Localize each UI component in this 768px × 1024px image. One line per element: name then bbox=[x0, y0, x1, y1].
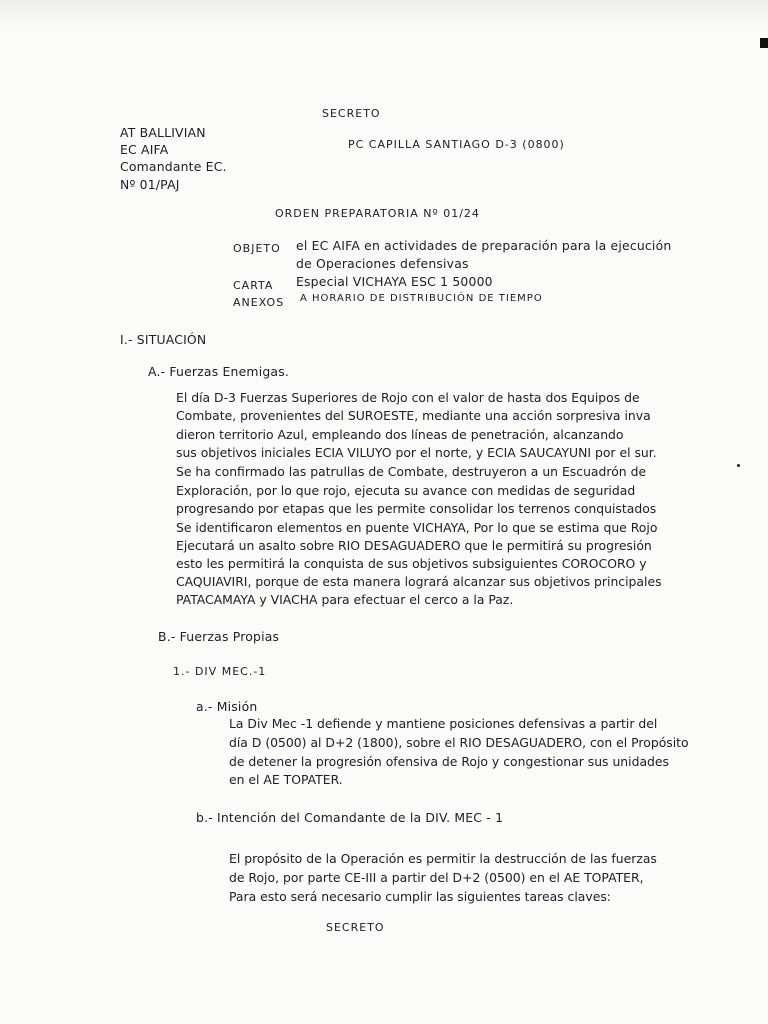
intencion-line: de Rojo, por parte CE-III a partir del D+2 (0500) en el AE TOPATER, bbox=[229, 870, 644, 885]
section-heading-situacion: I.- SITUACIÓN bbox=[120, 332, 207, 347]
objeto-line-1: el EC AIFA en actividades de preparación para la ejecución bbox=[296, 238, 672, 253]
from-line-3: Comandante EC. bbox=[120, 159, 227, 174]
mision-line: La Div Mec -1 defiende y mantiene posiciones defensivas a partir del bbox=[229, 716, 658, 731]
paragraph-line: Exploración, por lo que rojo, ejecuta su avance con medidas de seguridad bbox=[176, 483, 636, 498]
classification-top: SECRETO bbox=[322, 107, 381, 120]
scan-corner-mark bbox=[760, 38, 768, 48]
intencion-label: b.- Intención del Comandante de la DIV. MEC - 1 bbox=[196, 810, 504, 825]
paragraph-line: Se ha confirmado las patrullas de Combate, destruyeron a un Escuadrón de bbox=[176, 464, 647, 479]
intencion-line: Para esto será necesario cumplir las siguientes tareas claves: bbox=[229, 889, 611, 904]
mision-line: día D (0500) al D+2 (1800), sobre el RIO DESAGUADERO, con el Propósito bbox=[229, 735, 689, 750]
paragraph-line: El día D-3 Fuerzas Superiores de Rojo con el valor de hasta dos Equipos de bbox=[176, 390, 640, 405]
paragraph-line: progresando por etapas que les permite consolidar los terrenos conquistados bbox=[176, 501, 657, 516]
objeto-label: OBJETO bbox=[233, 242, 281, 255]
unit-heading: 1.- DIV MEC.-1 bbox=[173, 665, 267, 678]
from-line-2: EC AIFA bbox=[120, 142, 169, 157]
paragraph-line: dieron territorio Azul, empleando dos líneas de penetración, alcanzando bbox=[176, 427, 624, 442]
paragraph-line: PATACAMAYA y VIACHA para efectuar el cerco a la Paz. bbox=[176, 592, 514, 607]
paragraph-line: sus objetivos iniciales ECIA VILUYO por el norte, y ECIA SAUCAYUNI por el sur. bbox=[176, 445, 657, 460]
intencion-line: El propósito de la Operación es permitir la destrucción de las fuerzas bbox=[229, 851, 657, 866]
paragraph-line: Combate, provenientes del SUROESTE, mediante una acción sorpresiva inva bbox=[176, 408, 651, 423]
paragraph-line: Ejecutará un asalto sobre RIO DESAGUADERO que le permitirá su progresión bbox=[176, 538, 652, 553]
carta-value: Especial VICHAYA ESC 1 50000 bbox=[296, 274, 493, 289]
paragraph-line: CAQUIAVIRI, porque de esta manera logrará alcanzar sus objetivos principales bbox=[176, 574, 662, 589]
scan-edge-shadow bbox=[0, 0, 768, 30]
subheading-fuerzas-propias: B.- Fuerzas Propias bbox=[158, 629, 280, 644]
from-line-1: AT BALLIVIAN bbox=[120, 125, 206, 140]
command-post-location: PC CAPILLA SANTIAGO D-3 (0800) bbox=[348, 138, 565, 151]
paragraph-line: Se identificaron elementos en puente VICHAYA, Por lo que se estima que Rojo bbox=[176, 520, 658, 535]
classification-bottom: SECRETO bbox=[326, 921, 385, 934]
paragraph-line: esto les permitirá la conquista de sus objetivos subsiguientes COROCORO y bbox=[176, 556, 647, 571]
mision-line: en el AE TOPATER. bbox=[229, 772, 343, 787]
objeto-line-2: de Operaciones defensivas bbox=[296, 256, 469, 271]
ink-dot bbox=[737, 464, 740, 467]
from-line-4: Nº 01/PAJ bbox=[120, 177, 180, 192]
subheading-fuerzas-enemigas: A.- Fuerzas Enemigas. bbox=[148, 364, 289, 379]
anexos-label: ANEXOS bbox=[233, 296, 285, 309]
anexos-value: A HORARIO DE DISTRIBUCIÓN DE TIEMPO bbox=[300, 293, 543, 304]
mision-label: a.- Misión bbox=[196, 699, 258, 714]
carta-label: CARTA bbox=[233, 279, 274, 292]
order-title: ORDEN PREPARATORIA Nº 01/24 bbox=[275, 207, 480, 220]
mision-line: de detener la progresión ofensiva de Rojo y congestionar sus unidades bbox=[229, 754, 670, 769]
